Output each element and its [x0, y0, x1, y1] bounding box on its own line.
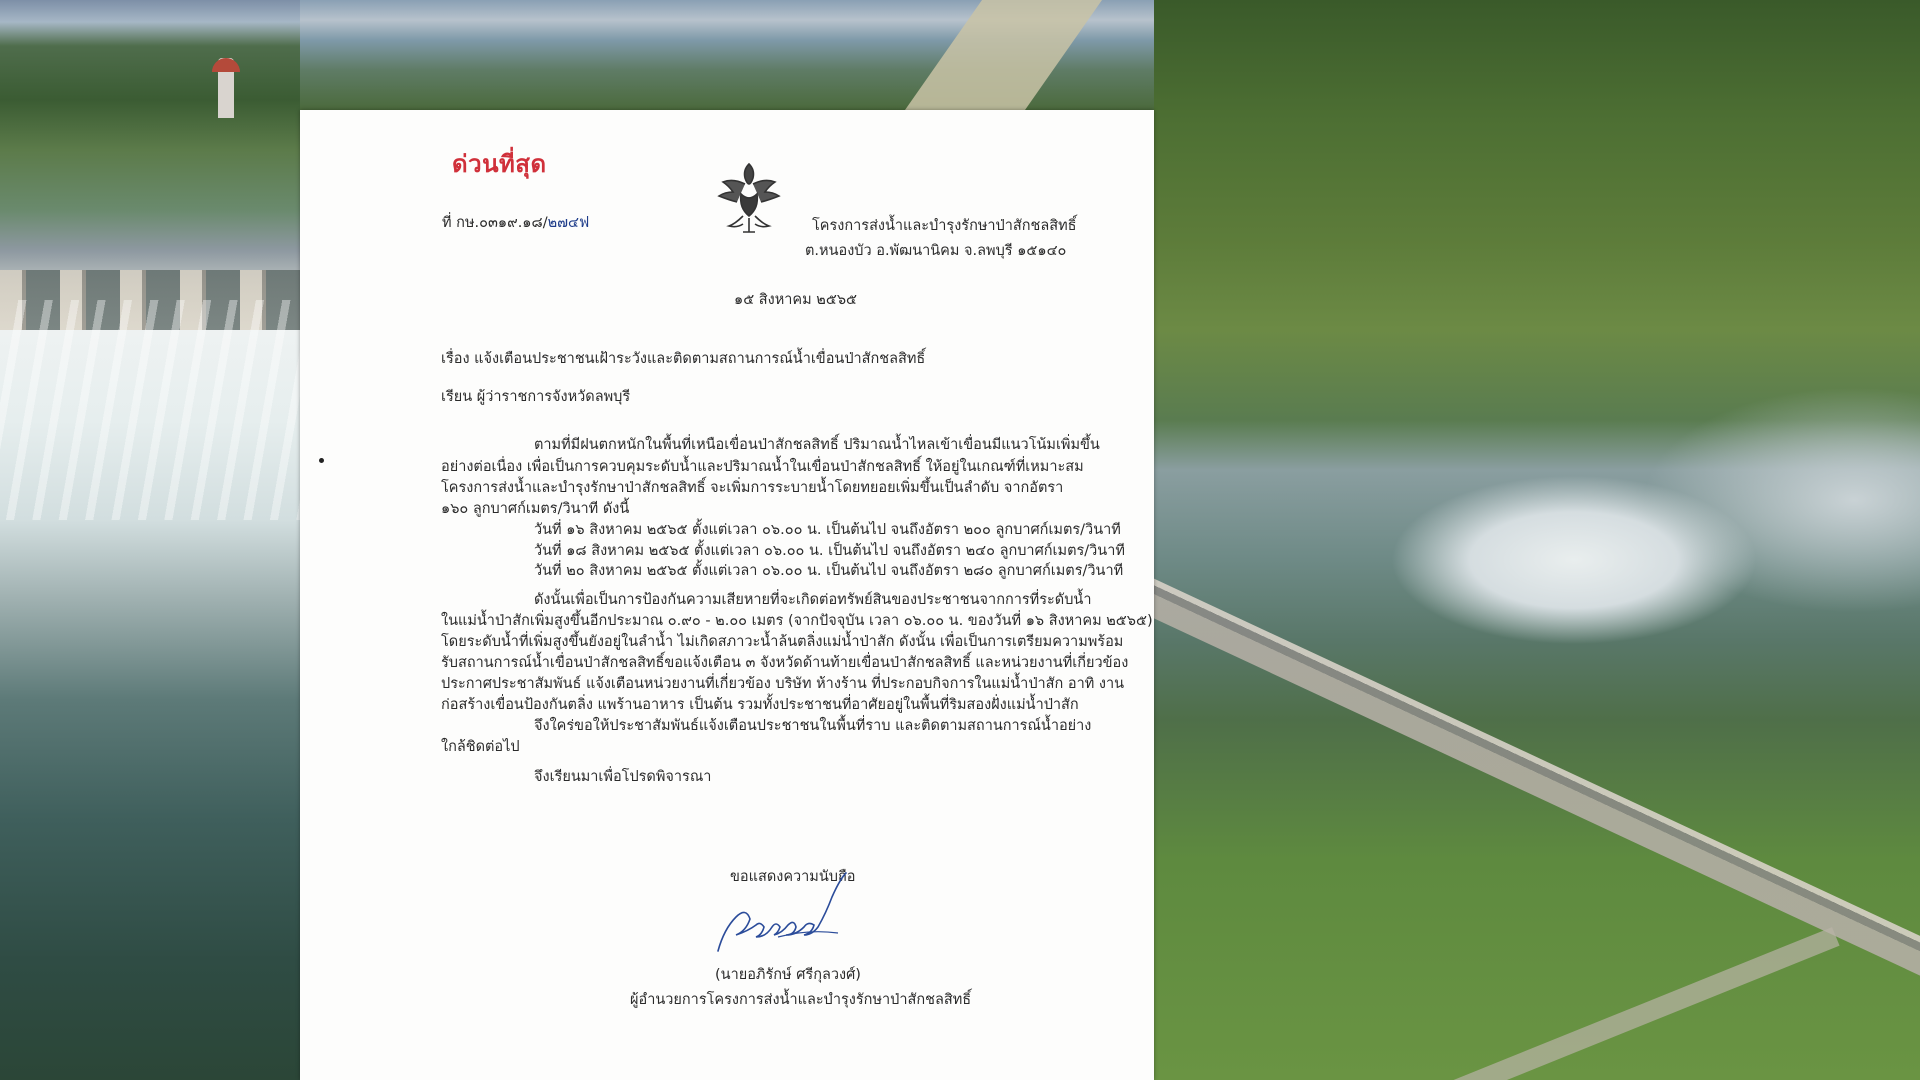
reference-number — [442, 213, 589, 233]
background-photo-right-aerial — [1154, 0, 1920, 1080]
para1-line: ตามที่มีฝนตกหนักในพื้นที่เหนือเขื่อนป่าสักชลสิทธิ์ ปริมาณน้ำไหลเข้าเขื่อนมีแนวโน้มเพิ่มขึ้น — [534, 437, 1100, 453]
para2-line: รับสถานการณ์น้ำเขื่อนป่าสักชลสิทธิ์ขอแจ้งเตือน ๓ จังหวัดด้านท้ายเขื่อนป่าสักชลสิทธิ์ และหน่วยงานที่เกี่ยวข้อง — [441, 655, 1129, 671]
para1-line: อย่างต่อเนื่อง เพื่อเป็นการควบคุมระดับน้ำและปริมาณน้ำในเขื่อนป่าสักชลสิทธิ์ ให้อยู่ในเกณฑ์ที่เหมาะสม — [441, 459, 1084, 475]
letter-recipient: เรียน ผู้ว่าราชการจังหวัดลพบุรี — [441, 389, 631, 405]
handwritten-signature — [668, 845, 908, 965]
para1-line: ๑๖๐ ลูกบาศก์เมตร/วินาที ดังนี้ — [441, 501, 630, 517]
schedule-item: วันที่ ๑๘ สิงหาคม ๒๕๖๕ ตั้งแต่เวลา ๐๖.๐๐ น. เป็นต้นไป จนถึงอัตรา ๒๔๐ ลูกบาศก์เมตร/วินาที — [534, 543, 1125, 559]
urgent-stamp: ด่วนที่สุด — [452, 150, 547, 178]
para2-line: ดังนั้นเพื่อเป็นการป้องกันความเสียหายที่จะเกิดต่อทรัพย์สินของประชาชนจากการที่ระดับน้ำ — [534, 592, 1092, 608]
letter-subject: เรื่อง แจ้งเตือนประชาชนเฝ้าระวังและติดตามสถานการณ์น้ำเขื่อนป่าสักชลสิทธิ์ — [441, 351, 926, 367]
organization-name: โครงการส่งน้ำและบำรุงรักษาป่าสักชลสิทธิ์ — [812, 218, 1077, 234]
para2-line: ในแม่น้ำป่าสักเพิ่มสูงขึ้นอีกประมาณ ๐.๙๐ - ๒.๐๐ เมตร (จากปัจจุบัน เวลา ๐๖.๐๐ น. ของวันที่ ๑๖ สิงหาคม ๒๕๖๕) — [441, 613, 1153, 629]
para2-line: ก่อสร้างเขื่อนป้องกันตลิ่ง แพร้านอาหาร เป็นต้น รวมทั้งประชาชนที่อาศัยอยู่ในพื้นที่ริมสองฝั่งแม่น้ำป่าสัก — [441, 697, 1079, 713]
garuda-emblem-icon — [713, 158, 785, 238]
road — [1368, 927, 1839, 1080]
dam-wall — [884, 0, 1116, 110]
schedule-item: วันที่ ๒๐ สิงหาคม ๒๕๖๕ ตั้งแต่เวลา ๐๖.๐๐ น. เป็นต้นไป จนถึงอัตรา ๒๘๐ ลูกบาศก์เมตร/วินาที — [534, 563, 1124, 579]
para2-line: ประกาศประชาสัมพันธ์ แจ้งเตือนหน่วยงานที่เกี่ยวข้อง บริษัท ห้างร้าน ที่ประกอบกิจการในแม่น้ำป่าสัก อาทิ งาน — [441, 676, 1125, 692]
closing-salutation: ขอแสดงความนับถือ — [730, 869, 856, 885]
spillway-water — [0, 300, 300, 520]
para2-line: โดยระดับน้ำที่เพิ่มสูงขึ้นยังอยู่ในลำน้ำ ไม่เกิดสภาวะน้ำล้นตลิ่งแม่น้ำป่าสัก ดังนั้น เพื่อเป็นการเตรียมความพร้อม — [441, 634, 1124, 650]
schedule-item: วันที่ ๑๖ สิงหาคม ๒๕๖๕ ตั้งแต่เวลา ๐๖.๐๐ น. เป็นต้นไป จนถึงอัตรา ๒๐๐ ลูกบาศก์เมตร/วินาที — [534, 522, 1121, 538]
para3-line: จึงใคร่ขอให้ประชาสัมพันธ์แจ้งเตือนประชาชนในพื้นที่ราบ และติดตามสถานการณ์น้ำอย่าง — [534, 718, 1092, 734]
signer-name: (นายอภิรักษ์ ศรีกุลวงศ์) — [715, 967, 861, 983]
letter-date: ๑๕ สิงหาคม ๒๕๖๕ — [734, 292, 857, 308]
reference-handwritten-number: ๒๗๔ฟ — [547, 215, 590, 231]
para1-line: โครงการส่งน้ำและบำรุงรักษาป่าสักชลสิทธิ์ จะเพิ่มการระบายน้ำโดยทยอยเพิ่มขึ้นเป็นลำดับ จากอัตรา — [441, 480, 1064, 496]
organization-address: ต.หนองบัว อ.พัฒนานิคม จ.ลพบุรี ๑๕๑๔๐ — [805, 243, 1067, 259]
background-photo-top-reservoir — [300, 0, 1154, 110]
background-photo-left-dam — [0, 0, 300, 1080]
reference-prefix: ที่ กษ.๐๓๑๙.๑๘/ — [442, 215, 548, 231]
para3-line: ใกล้ชิดต่อไป — [441, 739, 520, 755]
observation-tower-roof — [212, 58, 240, 72]
request-line: จึงเรียนมาเพื่อโปรดพิจารณา — [534, 769, 712, 785]
official-letter — [300, 110, 1154, 1080]
margin-dot — [319, 458, 324, 463]
signer-title: ผู้อำนวยการโครงการส่งน้ำและบำรุงรักษาป่าสักชลสิทธิ์ — [630, 992, 972, 1008]
